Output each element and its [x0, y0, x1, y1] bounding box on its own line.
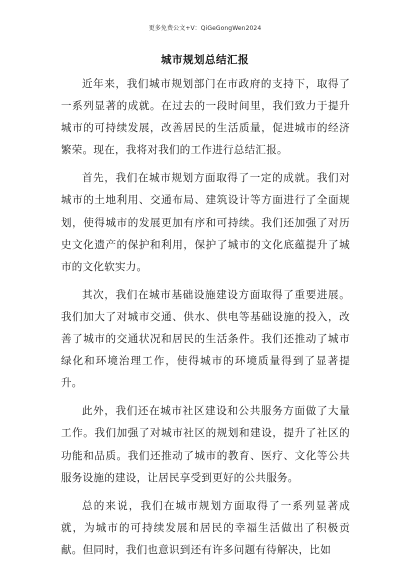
paragraph-infrastructure: 其次，我们在城市基础设施建设方面取得了重要进展。我们加大了对城市交通、供水、供电等基础设施的投入，改善了城市的交通状况和居民的生活条件。我们还推动了城市绿化和环境治理工作，使得城市的环境质量得到了显著提升。: [61, 288, 350, 390]
paragraph-intro: 近年来，我们城市规划部门在市政府的支持下，取得了一系列显著的成就。在过去的一段时间里，我们致力于提升城市的可持续发展，改善居民的生活质量，促进城市的经济繁荣。现在，我将对我们的工作进行总结汇报。: [61, 78, 350, 157]
document-title: 城市规划总结汇报: [161, 54, 249, 66]
document-body: [61, 73, 350, 567]
paragraph-planning: 首先，我们在城市规划方面取得了一定的成就。我们对城市的土地利用、交通布局、建筑设计等方面进行了全面规划，使得城市的发展更加有序和可持续。我们还加强了对历史文化遗产的保护和利用，保护了城市的文化底蕴提升了城市的文化软实力。: [61, 172, 350, 273]
paragraph-summary: 总的来说，我们在城市规划方面取得了一系列显著成就，为城市的可持续发展和居民的幸福生活做出了积极贡献。但同时，我们也意识到还有许多问题有待解决，比如: [61, 499, 350, 556]
header-promo-note: 更多免费公文+V：QiGeGongWen2024: [148, 25, 262, 32]
paragraph-community: 此外，我们还在城市社区建设和公共服务方面做了大量工作。我们加强了对城市社区的规划和建设，提升了社区的功能和品质。我们还推动了城市的教育、医疗、文化等公共服务设施的建设，让居民享受到更好的公共服务。: [61, 405, 350, 484]
